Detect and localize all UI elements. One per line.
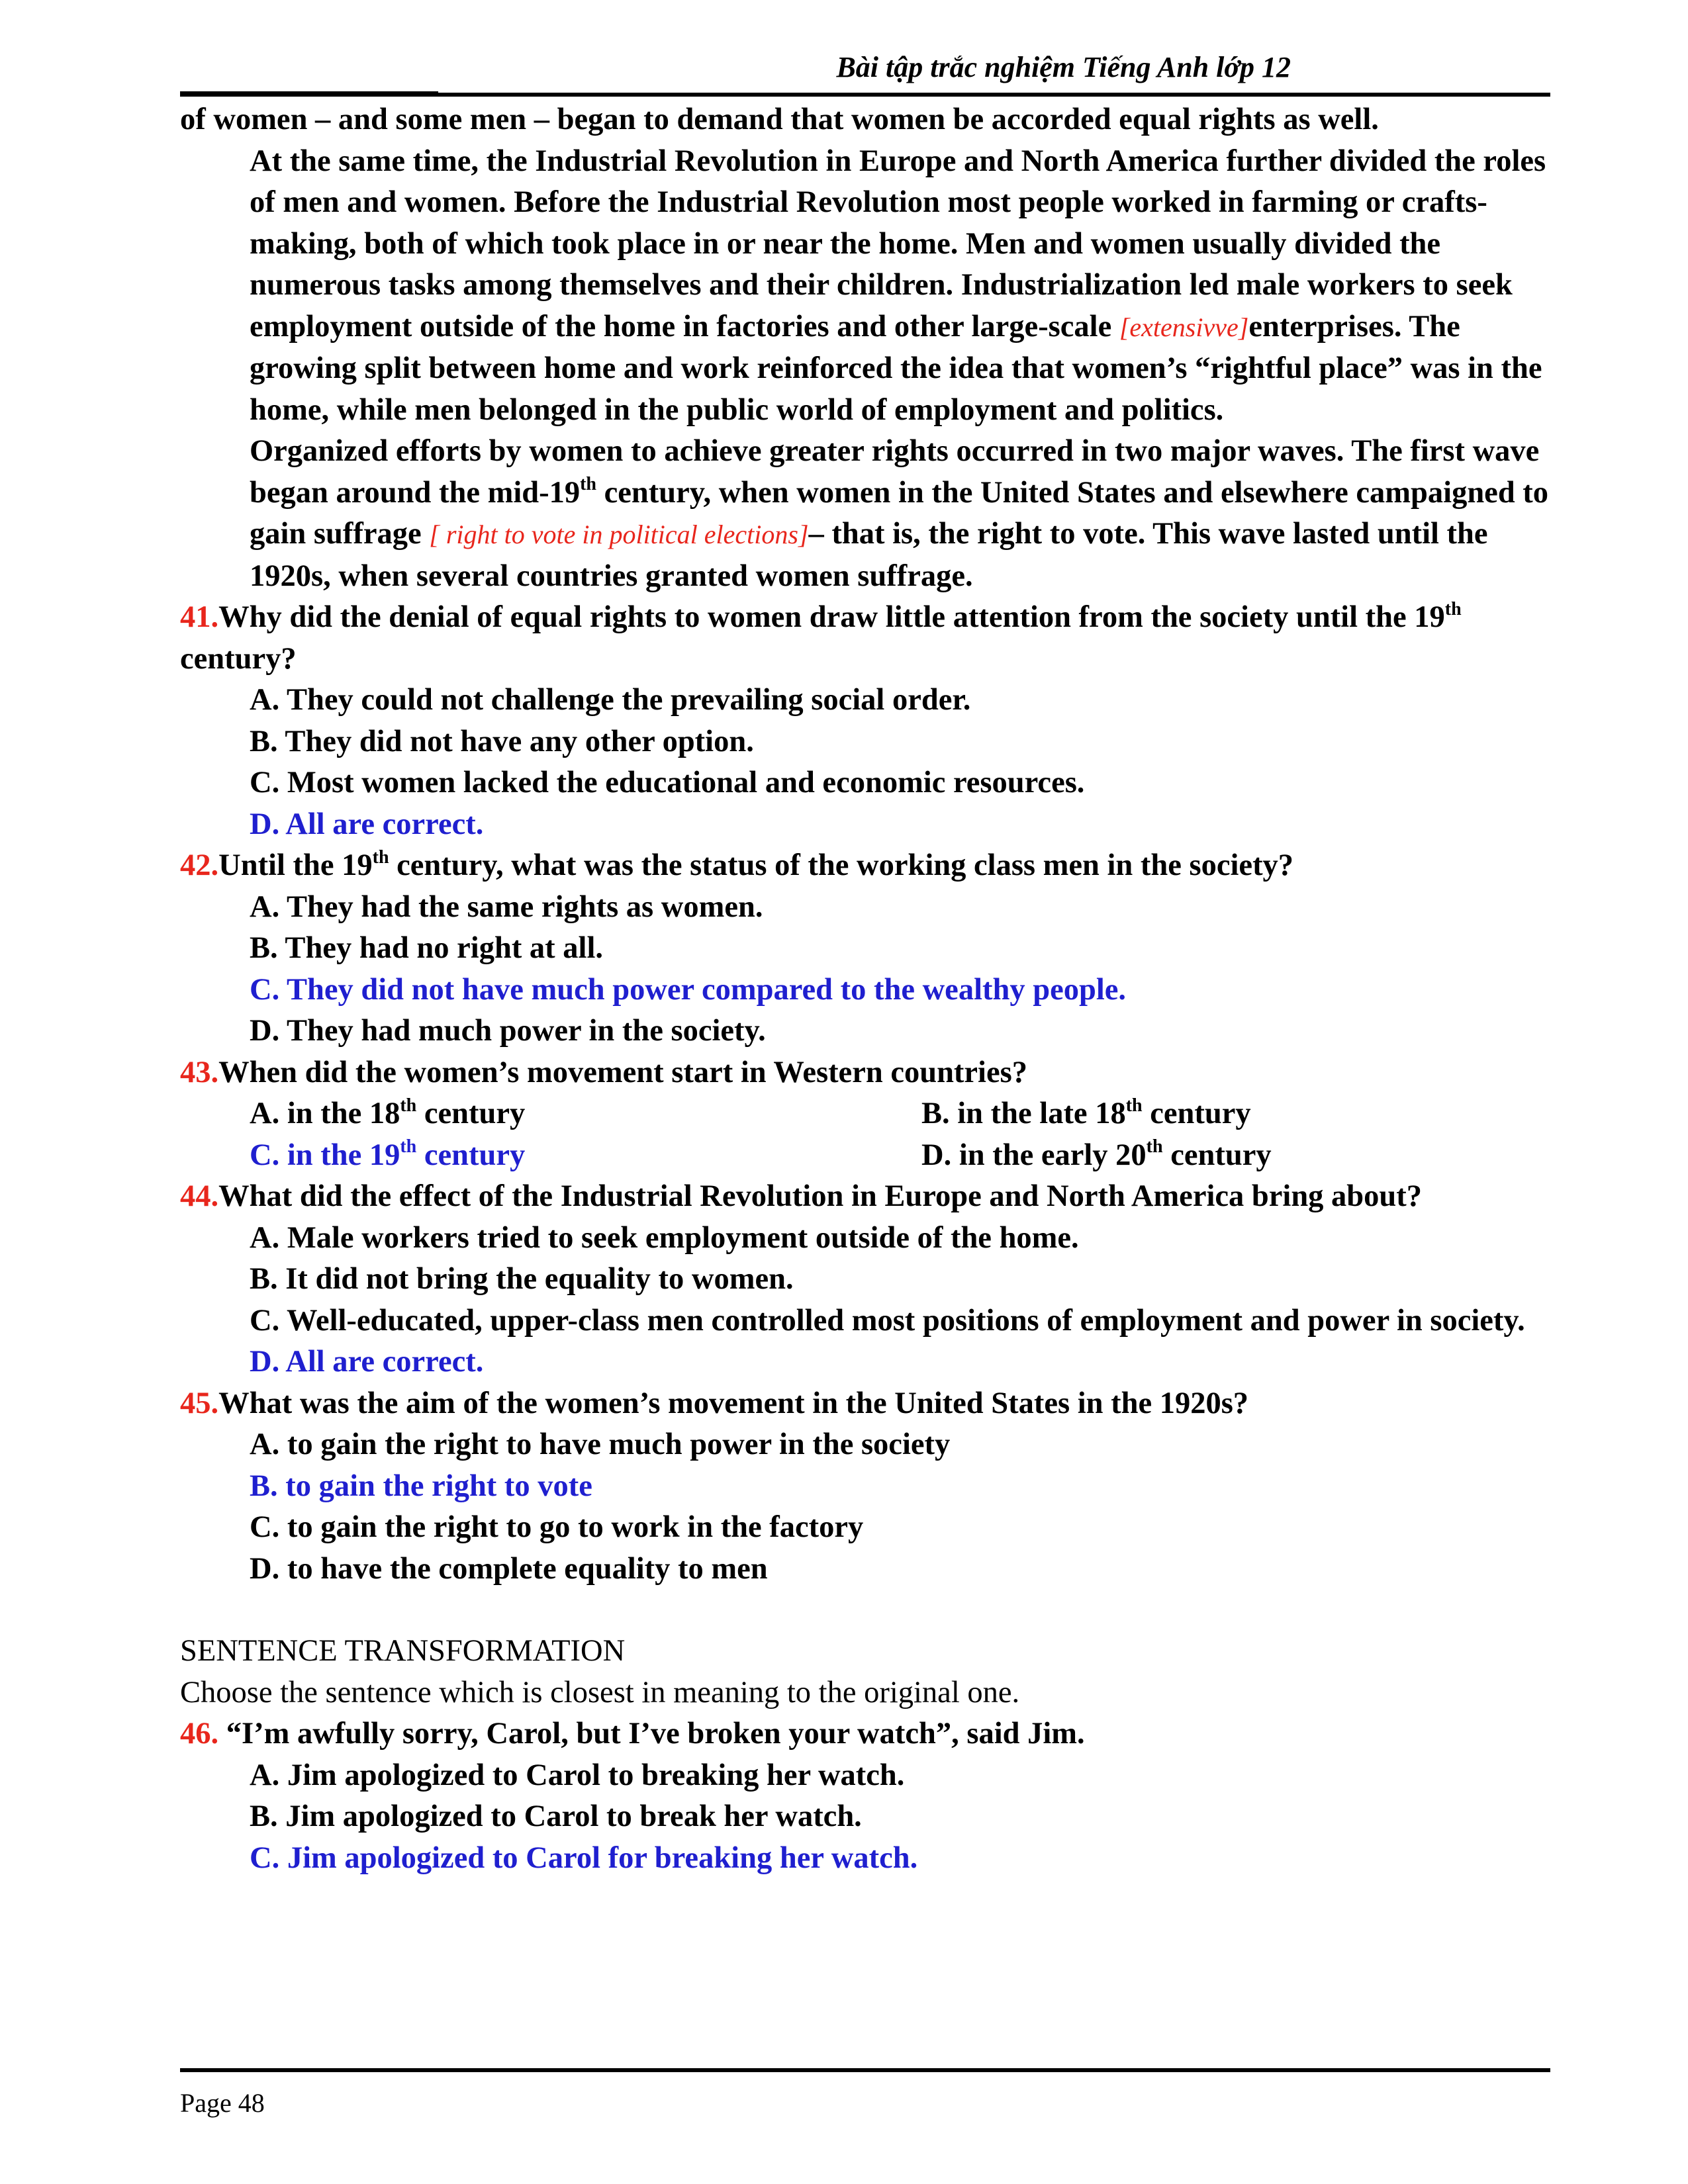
options-43-row-2 [180, 1135, 1550, 1177]
option-45-a: A. to gain the right to have much power in the society [250, 1428, 951, 1461]
question-number: 44. [180, 1179, 219, 1213]
question-number: 41. [180, 600, 219, 634]
option-44-c: C. Well-educated, upper-class men controlled most positions of employment and power in society. [250, 1303, 1525, 1338]
option-45-c: C. to gain the right to go to work in the factory [250, 1510, 864, 1544]
option-46-b: B. Jim apologized to Carol to break her watch. [250, 1799, 862, 1833]
gloss-extensive: [extensivve] [1119, 312, 1249, 342]
passage-paragraph-3: Organized efforts by women to achieve greater rights occurred in two major waves. The first wave began around the mid-19th century, when women in the United States and elsewhere campaigned to gain suffrage [ right to vote in political elections]– that is, the right to vote. This wave lasted until the 1920s, when several countries granted women suffrage. [250, 434, 1549, 593]
question-44: 44.What did the effect of the Industrial Revolution in Europe and North America bring about? [180, 1179, 1423, 1213]
passage-paragraph-1: of women – and some men – began to demand that women be accorded equal rights as well. [180, 103, 1379, 136]
options-43-row-1 [180, 1093, 1550, 1135]
header-rule [180, 93, 1550, 97]
option-41-a: A. They could not challenge the prevailing social order. [250, 683, 971, 717]
section-title: SENTENCE TRANSFORMATION [180, 1634, 626, 1668]
option-42-d: D. They had much power in the society. [250, 1014, 766, 1048]
passage-paragraph-2: At the same time, the Industrial Revolution in Europe and North America further divided the roles of men and women. Before the Industrial Revolution most people worked in farming or crafts-making, both of which took place in or near the home. Men and women usually divided the numerous tasks among themselves and their children. Industrialization led male workers to seek employment outside of the home in factories and other large-scale [extensivve]enterprises. The growing split between home and work reinforced the idea that women’s “rightful place” was in the home, while men belonged in the public world of employment and politics. [250, 144, 1546, 427]
question-45: 45.What was the aim of the women’s movement in the United States in the 1920s? [180, 1386, 1249, 1420]
option-41-c: C. Most women lacked the educational and economic resources. [250, 766, 1085, 799]
option-44-a: A. Male workers tried to seek employment outside of the home. [250, 1220, 1079, 1255]
question-number: 42. [180, 848, 219, 882]
page-number: Page 48 [180, 2088, 265, 2118]
question-number: 43. [180, 1055, 219, 1089]
question-number: 45. [180, 1386, 219, 1420]
option-46-a: A. Jim apologized to Carol to breaking her watch. [250, 1758, 905, 1792]
question-46: 46. “I’m awfully sorry, Carol, but I’ve broken your watch”, said Jim. [180, 1717, 1085, 1751]
option-45-b-answer: B. to gain the right to vote [250, 1469, 592, 1503]
option-41-b: B. They did not have any other option. [250, 724, 754, 758]
option-41-d-answer: D. All are correct. [250, 807, 484, 841]
option-43-a: A. in the 18th century [250, 1095, 526, 1130]
option-43-c-answer: C. in the 19th century [250, 1136, 526, 1172]
question-42: 42.Until the 19th century, what was the status of the working class men in the society? [180, 846, 1294, 882]
question-43: 43.When did the women’s movement start in Western countries? [180, 1055, 1027, 1089]
option-44-b: B. It did not bring the equality to women. [250, 1262, 794, 1296]
option-42-a: A. They had the same rights as women. [250, 889, 763, 924]
section-spacer [180, 1590, 1550, 1631]
option-42-c-answer: C. They did not have much power compared to the wealthy people. [250, 972, 1127, 1007]
option-42-b: B. They had no right at all. [250, 931, 604, 965]
section-instruction: Choose the sentence which is closest in meaning to the original one. [180, 1675, 1020, 1709]
question-number: 46. [180, 1717, 219, 1751]
option-44-d-answer: D. All are correct. [250, 1345, 484, 1379]
option-43-d: D. in the early 20th century [921, 1136, 1272, 1172]
question-41: 41.Why did the denial of equal rights to women draw little attention from the society until the 19th century? [180, 598, 1462, 676]
option-45-d: D. to have the complete equality to men [250, 1551, 768, 1586]
gloss-suffrage: [ right to vote in political elections] [429, 520, 809, 549]
option-46-c-answer: C. Jim apologized to Carol for breaking her watch. [250, 1841, 918, 1875]
footer-rule [180, 2068, 1550, 2072]
option-43-b: B. in the late 18th century [921, 1095, 1251, 1130]
page-content [180, 99, 1550, 1879]
header-title: Bài tập trắc nghiệm Tiếng Anh lớp 12 [836, 51, 1291, 83]
